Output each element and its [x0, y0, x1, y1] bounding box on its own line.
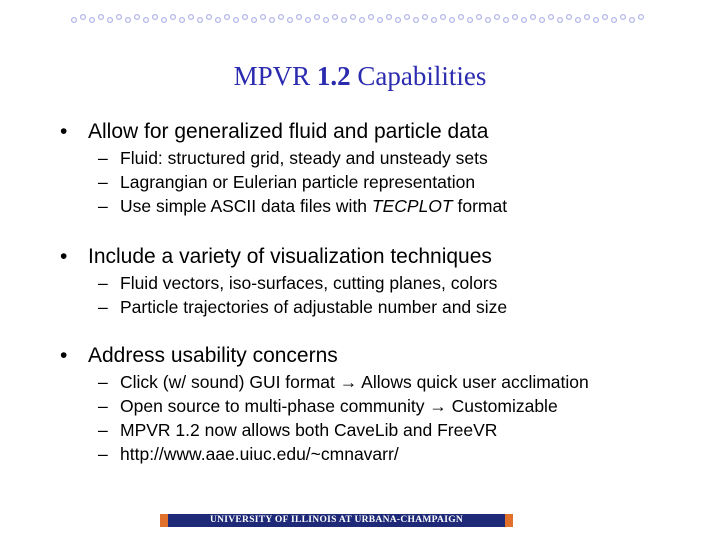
- footer-text: UNIVERSITY OF ILLINOIS AT URBANA-CHAMPAIGN: [209, 515, 464, 525]
- bullet-marker: •: [60, 344, 68, 367]
- dash-marker: –: [98, 444, 108, 464]
- sub-bullet-1-3: [98, 195, 507, 217]
- slide-title: [0, 58, 720, 94]
- bullet-1: [60, 119, 488, 145]
- sub-bullet-text: Fluid vectors, iso-surfaces, cutting planes, colors: [120, 273, 498, 293]
- bullet-3: [60, 343, 338, 369]
- dash-marker: –: [98, 297, 108, 317]
- sub-bullet-3-2: [98, 395, 558, 417]
- university-footer-banner: [160, 514, 513, 527]
- sub-bullet-text: MPVR 1.2 now allows both CaveLib and FreeVR: [120, 420, 498, 440]
- dash-marker: –: [98, 148, 108, 168]
- sub-bullet-text: Particle trajectories of adjustable number and size: [120, 297, 508, 317]
- bullet-2-text: Include a variety of visualization techniques: [88, 245, 492, 268]
- sub-bullet-text: Open source to multi-phase community → Customizable: [120, 396, 558, 416]
- sub-bullet-3-4: [98, 443, 399, 465]
- dash-marker: –: [98, 372, 108, 392]
- title-suffix: Capabilities: [350, 61, 487, 91]
- sub-bullet-2-2: [98, 296, 507, 318]
- decorative-top-border: [70, 12, 650, 26]
- bullet-2: [60, 244, 492, 270]
- dash-marker: –: [98, 172, 108, 192]
- dash-marker: –: [98, 273, 108, 293]
- title-prefix: MPVR: [233, 61, 317, 91]
- bullet-marker: •: [60, 120, 68, 143]
- sub-bullet-text: Fluid: structured grid, steady and unsteady sets: [120, 148, 488, 168]
- dash-marker: –: [98, 196, 108, 216]
- sub-bullet-2-1: [98, 272, 497, 294]
- sub-bullet-text-end: format: [452, 196, 508, 216]
- bullet-marker: •: [60, 245, 68, 268]
- sub-bullet-1-2: [98, 171, 475, 193]
- sub-bullet-3-3: [98, 419, 497, 441]
- dash-marker: –: [98, 396, 108, 416]
- bullet-3-text: Address usability concerns: [88, 344, 338, 367]
- title-version: 1.2: [316, 61, 351, 91]
- sub-bullet-text: Click (w/ sound) GUI format → Allows quick user acclimation: [120, 372, 589, 392]
- sub-bullet-3-1: [98, 371, 589, 393]
- bullet-1-text: Allow for generalized fluid and particle data: [88, 120, 489, 143]
- sub-bullet-text: Use simple ASCII data files with: [120, 196, 372, 216]
- sub-bullet-1-1: [98, 147, 488, 169]
- url-text: http://www.aae.uiuc.edu/~cmnavarr/: [120, 444, 399, 464]
- dash-marker: –: [98, 420, 108, 440]
- tecplot-term: TECPLOT: [371, 196, 453, 216]
- sub-bullet-text: Lagrangian or Eulerian particle representation: [120, 172, 476, 192]
